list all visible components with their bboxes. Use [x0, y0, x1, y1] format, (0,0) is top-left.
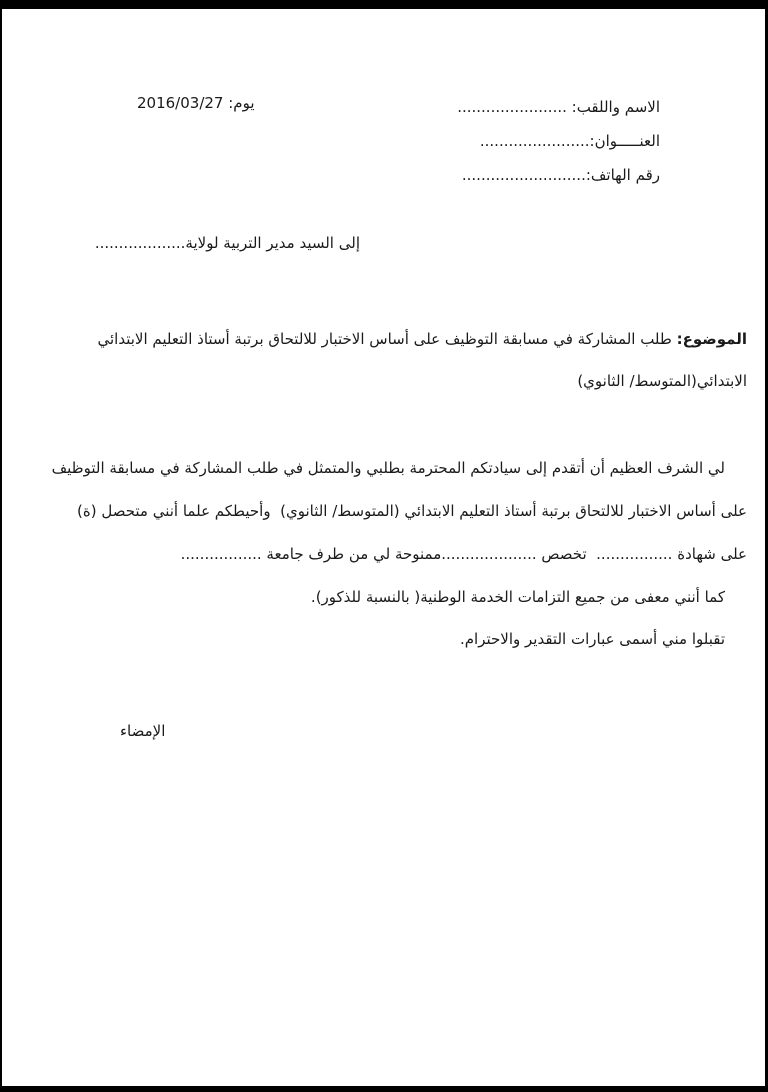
signature-label: الإمضاء	[120, 722, 166, 740]
body-line-1: لي الشرف العظيم أن أتقدم إلى سيادتكم المحترمة بطلبي والمتمثل في طلب المشاركة في مسابقة التوظيف	[51, 459, 725, 477]
subject-text: طلب المشاركة في مسابقة التوظيف على أساس الاختبار للالتحاق برتبة أستاذ التعليم الابتدائي	[97, 330, 677, 348]
recipient-line: إلى السيد مدير التربية لولاية...................	[94, 234, 360, 252]
address-line: العنـــــوان:.......................	[479, 132, 660, 150]
subject-line-2: الابتدائي(المتوسط/ الثانوي)	[577, 372, 747, 390]
body-line-4: كما أنني معفى من جميع التزامات الخدمة الوطنية( بالنسبة للذكور).	[310, 588, 725, 606]
body-line-3: على شهادة ................ تخصص ....................ممنوحة لي من طرف جامعة .................	[180, 545, 747, 563]
date-line: يوم: 2016/03/27	[137, 94, 255, 112]
sender-info-block	[457, 90, 660, 192]
body-line-2: على أساس الاختبار للالتحاق برتبة أستاذ التعليم الابتدائي (المتوسط/ الثانوي) وأحيطكم علما أنني متحصل (ة)	[77, 502, 747, 520]
subject-line-1	[98, 330, 748, 348]
name-surname-line: الاسم واللقب: .......................	[457, 98, 660, 116]
subject-label: الموضوع:	[676, 330, 747, 348]
body-line-5: تقبلوا مني أسمى عبارات التقدير والاحترام.	[459, 630, 725, 648]
phone-number-line: رقم الهاتف:..........................	[461, 166, 660, 184]
